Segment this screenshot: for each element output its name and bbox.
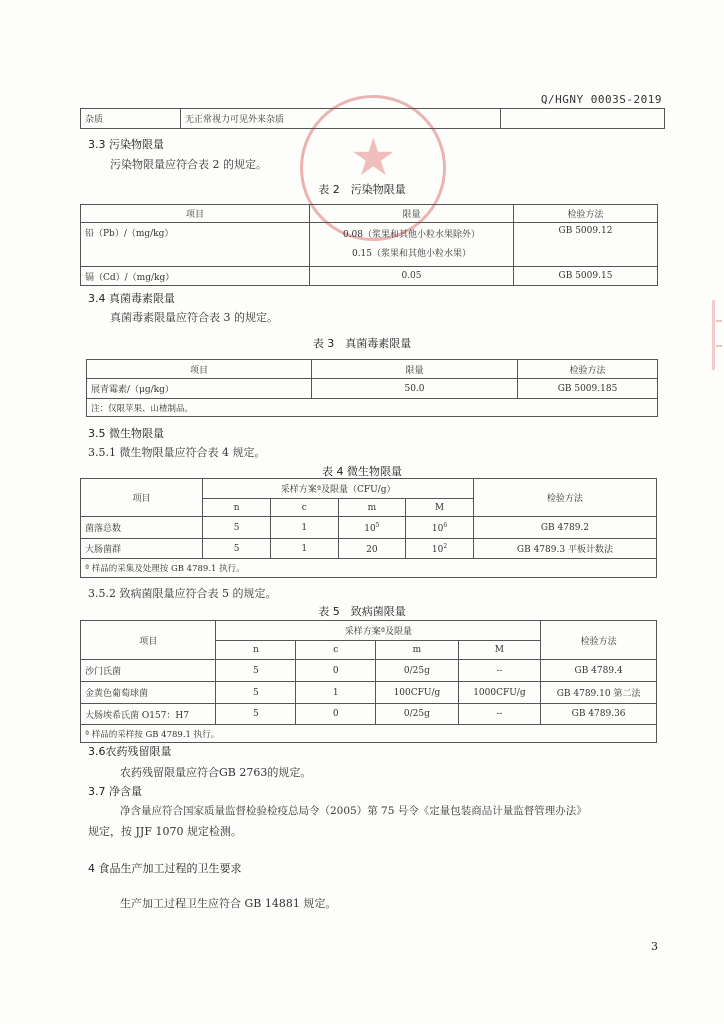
heading-3-3: 3.3 污染物限量 xyxy=(88,138,164,151)
t4-M-exp: 2 xyxy=(443,542,448,550)
t2-limit-line1: 0.08（浆果和其他小粒水果除外） xyxy=(342,229,481,240)
t5-cell-item: 大肠埃希氏菌 O157：H7 xyxy=(81,704,216,725)
caption-table-3: 表 3 真菌毒素限量 xyxy=(312,337,412,350)
text-3-6: 农药残留限量应符合GB 2763的规定。 xyxy=(120,766,312,779)
text-3-3: 污染物限量应符合表 2 的规定。 xyxy=(110,158,267,171)
text-3-7-line1: 净含量应符合国家质量监督检验检疫总局令（2005）第 75 号令《定量包装商品计量监督管理办法》 xyxy=(120,805,587,817)
heading-3-5: 3.5 微生物限量 xyxy=(88,427,164,440)
t4-cell-item: 大肠菌群 xyxy=(81,539,203,559)
t2-cell-item: 镉（Cd）/（mg/kg） xyxy=(81,267,310,286)
t4-cell-n: 5 xyxy=(203,539,271,559)
t5-cell-c: 0 xyxy=(296,660,376,682)
t5-sub-c: c xyxy=(296,641,376,660)
t4-sub-M: M xyxy=(406,499,474,517)
heading-3-4: 3.4 真菌毒素限量 xyxy=(88,292,175,305)
cell-impurity: 杂质 xyxy=(81,109,181,129)
t5-sub-m: m xyxy=(376,641,458,660)
t5-cell-item: 沙门氏菌 xyxy=(81,660,216,682)
t4-m-base: 20 xyxy=(366,544,378,555)
t4-note: ª 样品的采集及处理按 GB 4789.1 执行。 xyxy=(81,559,657,578)
t4-sub-n: n xyxy=(203,499,271,517)
t5-note: ª 样品的采样按 GB 4789.1 执行。 xyxy=(81,725,657,743)
t4-sub-c: c xyxy=(270,499,338,517)
t4-header-method: 检验方法 xyxy=(473,479,656,517)
table-3 xyxy=(86,359,658,417)
text-3-4: 真菌毒素限量应符合表 3 的规定。 xyxy=(110,311,278,324)
caption-table-2: 表 2 污染物限量 xyxy=(318,183,406,196)
t3-header-item: 项目 xyxy=(87,360,312,379)
t4-M-base: 10 xyxy=(431,523,444,534)
t3-cell-item: 展青霉素/（μg/kg） xyxy=(87,379,312,399)
t4-cell-c: 1 xyxy=(270,517,338,539)
t5-cell-n: 5 xyxy=(216,704,296,725)
t5-header-plan: 采样方案ª及限量 xyxy=(216,621,541,641)
t5-cell-m: 0/25g xyxy=(376,704,458,725)
t5-cell-c: 1 xyxy=(296,682,376,704)
heading-4: 4 食品生产加工过程的卫生要求 xyxy=(88,862,242,875)
t5-sub-M: M xyxy=(458,641,541,660)
document-number: Q/HGNY 0003S-2019 xyxy=(540,93,662,106)
seal-star-icon: ★ xyxy=(350,128,397,188)
t4-M-base: 10 xyxy=(431,544,444,555)
text-3-5-2: 3.5.2 致病菌限量应符合表 5 的规定。 xyxy=(88,587,277,600)
t2-cell-limit: 0.05 xyxy=(310,267,514,286)
t5-cell-c: 0 xyxy=(296,704,376,725)
t5-cell-method: GB 4789.36 xyxy=(541,704,657,725)
t4-M-exp: 6 xyxy=(443,521,448,529)
t5-cell-method: GB 4789.10 第二法 xyxy=(541,682,657,704)
t5-cell-method: GB 4789.4 xyxy=(541,660,657,682)
page-number: 3 xyxy=(651,940,658,953)
t5-cell-M: -- xyxy=(458,704,541,725)
text-3-5-1: 3.5.1 微生物限量应符合表 4 规定。 xyxy=(88,446,266,459)
continued-table xyxy=(80,108,665,129)
t4-cell-method: GB 4789.3 平板计数法 xyxy=(473,539,656,559)
t5-cell-m: 0/25g xyxy=(376,660,458,682)
t3-cell-method: GB 5009.185 xyxy=(518,379,658,399)
heading-3-7: 3.7 净含量 xyxy=(88,785,142,798)
t5-cell-item: 金黄色葡萄球菌 xyxy=(81,682,216,704)
t4-cell-M xyxy=(406,517,474,539)
t5-sub-n: n xyxy=(216,641,296,660)
t4-cell-n: 5 xyxy=(203,517,271,539)
t4-cell-c: 1 xyxy=(270,539,338,559)
t2-cell-item: 铅（Pb）/（mg/kg） xyxy=(81,223,310,267)
t3-note: 注：仅限苹果、山楂制品。 xyxy=(87,399,658,417)
t4-m-base: 10 xyxy=(364,523,376,534)
t4-cell-m xyxy=(338,539,406,559)
table-4 xyxy=(80,478,657,578)
t2-header-limit: 限量 xyxy=(310,205,514,223)
t4-sub-m: m xyxy=(338,499,406,517)
t2-limit-line2: 0.15（浆果和其他小粒水果） xyxy=(351,248,472,259)
caption-table-5: 表 5 致病菌限量 xyxy=(318,605,406,618)
t2-header-method: 检验方法 xyxy=(514,205,658,223)
t2-cell-method: GB 5009.12 xyxy=(514,223,658,267)
t5-cell-M: -- xyxy=(458,660,541,682)
t3-cell-limit: 50.0 xyxy=(312,379,518,399)
t5-cell-n: 5 xyxy=(216,660,296,682)
t2-cell-method: GB 5009.15 xyxy=(514,267,658,286)
t4-header-item: 项目 xyxy=(81,479,203,517)
edge-stamp-fragment xyxy=(704,300,724,370)
text-4: 生产加工过程卫生应符合 GB 14881 规定。 xyxy=(120,897,337,910)
t2-cell-limit xyxy=(310,223,514,267)
t5-cell-M: 1000CFU/g xyxy=(458,682,541,704)
t5-header-item: 项目 xyxy=(81,621,216,660)
t4-cell-M xyxy=(406,539,474,559)
t4-cell-m xyxy=(338,517,406,539)
t4-header-plan: 采样方案ª及限量（CFU/g） xyxy=(203,479,474,499)
t3-header-method: 检验方法 xyxy=(518,360,658,379)
t4-cell-method: GB 4789.2 xyxy=(473,517,656,539)
heading-3-6: 3.6农药残留限量 xyxy=(88,745,172,758)
t2-header-item: 项目 xyxy=(81,205,310,223)
t5-header-method: 检验方法 xyxy=(541,621,657,660)
table-5 xyxy=(80,620,657,743)
caption-table-4: 表 4 微生物限量 xyxy=(322,465,402,478)
cell-impurity-method xyxy=(501,109,665,129)
t3-header-limit: 限量 xyxy=(312,360,518,379)
t5-cell-n: 5 xyxy=(216,682,296,704)
cell-impurity-requirement: 无正常视力可见外来杂质 xyxy=(181,109,501,129)
text-3-7-line2: 规定，按 JJF 1070 规定检测。 xyxy=(88,825,242,838)
t5-cell-m: 100CFU/g xyxy=(376,682,458,704)
t4-m-exp: 5 xyxy=(375,521,380,529)
t4-cell-item: 菌落总数 xyxy=(81,517,203,539)
table-2 xyxy=(80,204,658,286)
